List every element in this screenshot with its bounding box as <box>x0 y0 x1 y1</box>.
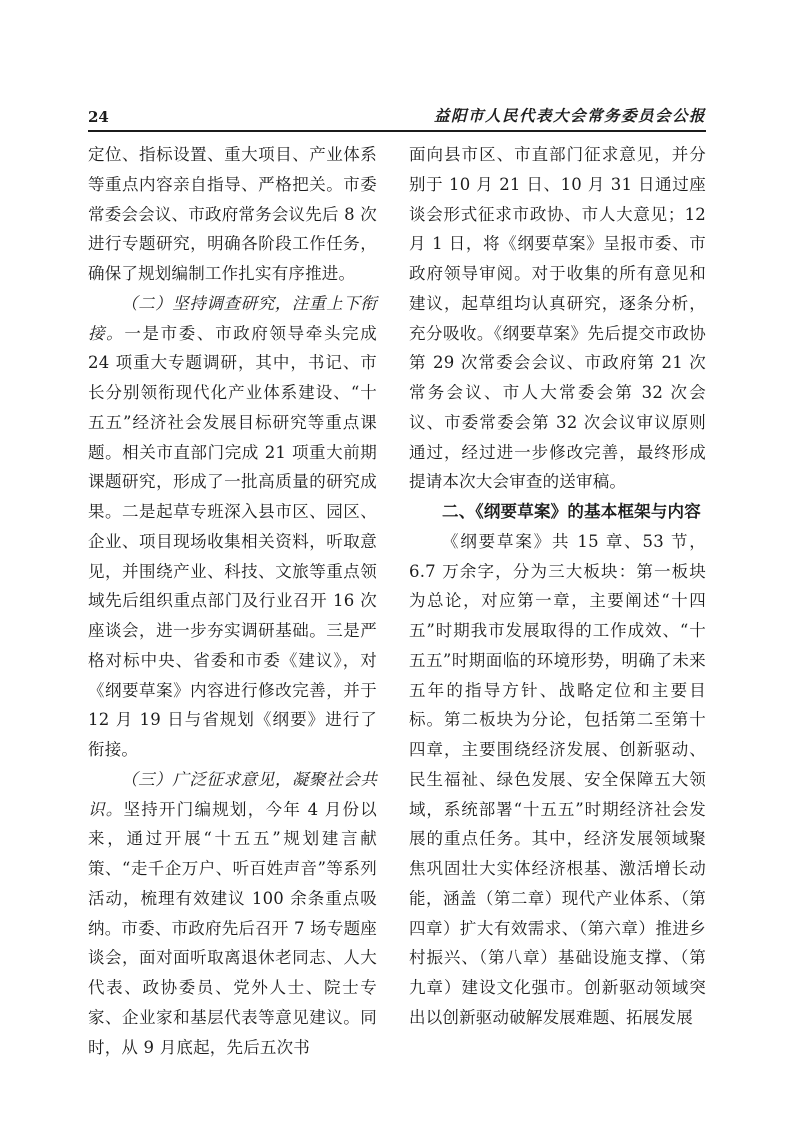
paragraph-text: 一是市委、市政府领导牵头完成 24 项重大专题调研，其中，书记、市长分别领衔现代化产业体系建设、“十五五”经济社会发展目标研究等重点课题。相关市直部门完成 21 项重大前期课题研究，形成了一批高质量的研究成果。二是起草专班深入县市区、园区、企业、项目现场收集相关资料，听取意见，并围绕产业、科技、文旅等重点领域先后组织重点部门及行业召开 16 次座谈会，进一步夯实调研基础。三是严格对标中央、省委和市委《建议》，对《纲要草案》内容进行修改完善，并于 12 月 19 日与省规划《纲要》进行了衔接。 <box>88 323 377 759</box>
body-columns <box>88 140 706 1062</box>
paragraph-section-2 <box>88 289 377 765</box>
paragraph-section-3 <box>88 765 377 1063</box>
page-number: 24 <box>88 108 109 126</box>
paragraph-continuation <box>88 140 377 289</box>
paragraph-text: 坚持开门编规划，今年 4 月份以来，通过开展“十五五”规划建言献策、“走千企万户、听百姓声音”等系列活动，梳理有效建议 100 余条重点吸纳。市委、市政府先后召开 7 场专题座谈会，面对面听取离退休老同志、人大代表、政协委员、党外人士、院士专家、企业家和基层代表等意见建议。同时，从 9 月底起，先后五次书 <box>88 799 377 1057</box>
paragraph-body <box>409 527 706 1033</box>
paragraph-lead: （三）广泛征求意见，凝聚社会共识。 <box>88 769 377 819</box>
paragraph-text: 《纲要草案》共 15 章、53 节，6.7 万余字，分为三大板块：第一板块为总论，对应第一章，主要阐述“十四五”时期我市发展取得的工作成效、“十五五”时期面临的环境形势，明确了未来五年的指导方针、战略定位和主要目标。第二板块为分论，包括第二至第十四章，主要围绕经济发展、创新驱动、民生福祉、绿色发展、安全保障五大领域，系统部署“十五五”时期经济社会发展的重点任务。其中，经济发展领域聚焦巩固壮大实体经济根基、激活增长动能，涵盖（第二章）现代产业体系、（第四章）扩大有效需求、（第六章）推进乡村振兴、（第八章）基础设施支撑、（第九章）建设文化强市。创新驱动领域突出以创新驱动破解发展难题、拓展发展 <box>409 531 706 1027</box>
running-header <box>88 104 706 132</box>
section-heading: 二、《纲要草案》的基本框架与内容 <box>442 502 701 521</box>
right-column <box>409 140 706 1062</box>
paragraph-text: 面向县市区、市直部门征求意见，并分别于 10 月 21 日、10 月 31 日通过座谈会形式征求市政协、市人大意见；12 月 1 日，将《纲要草案》呈报市委、市政府领导审阅。对于收集的所有意见和建议，起草组均认真研究，逐条分析，充分吸收。《纲要草案》先后提交市政协第 29 次常委会会议、市政府第 21 次常务会议、市人大常委会第 32 次会议、市委常委会第 32 次会议审议原则通过，经过进一步修改完善，最终形成提请本次大会审查的送审稿。 <box>409 145 706 492</box>
paragraph-continuation <box>409 140 706 497</box>
left-column <box>88 140 377 1062</box>
header-title: 益阳市人民代表大会常务委员会公报 <box>433 106 706 125</box>
paragraph-lead: （二）坚持调查研究，注重上下衔接。 <box>88 293 377 343</box>
paragraph-text: 定位、指标设置、重大项目、产业体系等重点内容亲自指导、严格把关。市委常委会会议、市政府常务会议先后 8 次进行专题研究，明确各阶段工作任务，确保了规划编制工作扎实有序推进。 <box>88 145 377 283</box>
